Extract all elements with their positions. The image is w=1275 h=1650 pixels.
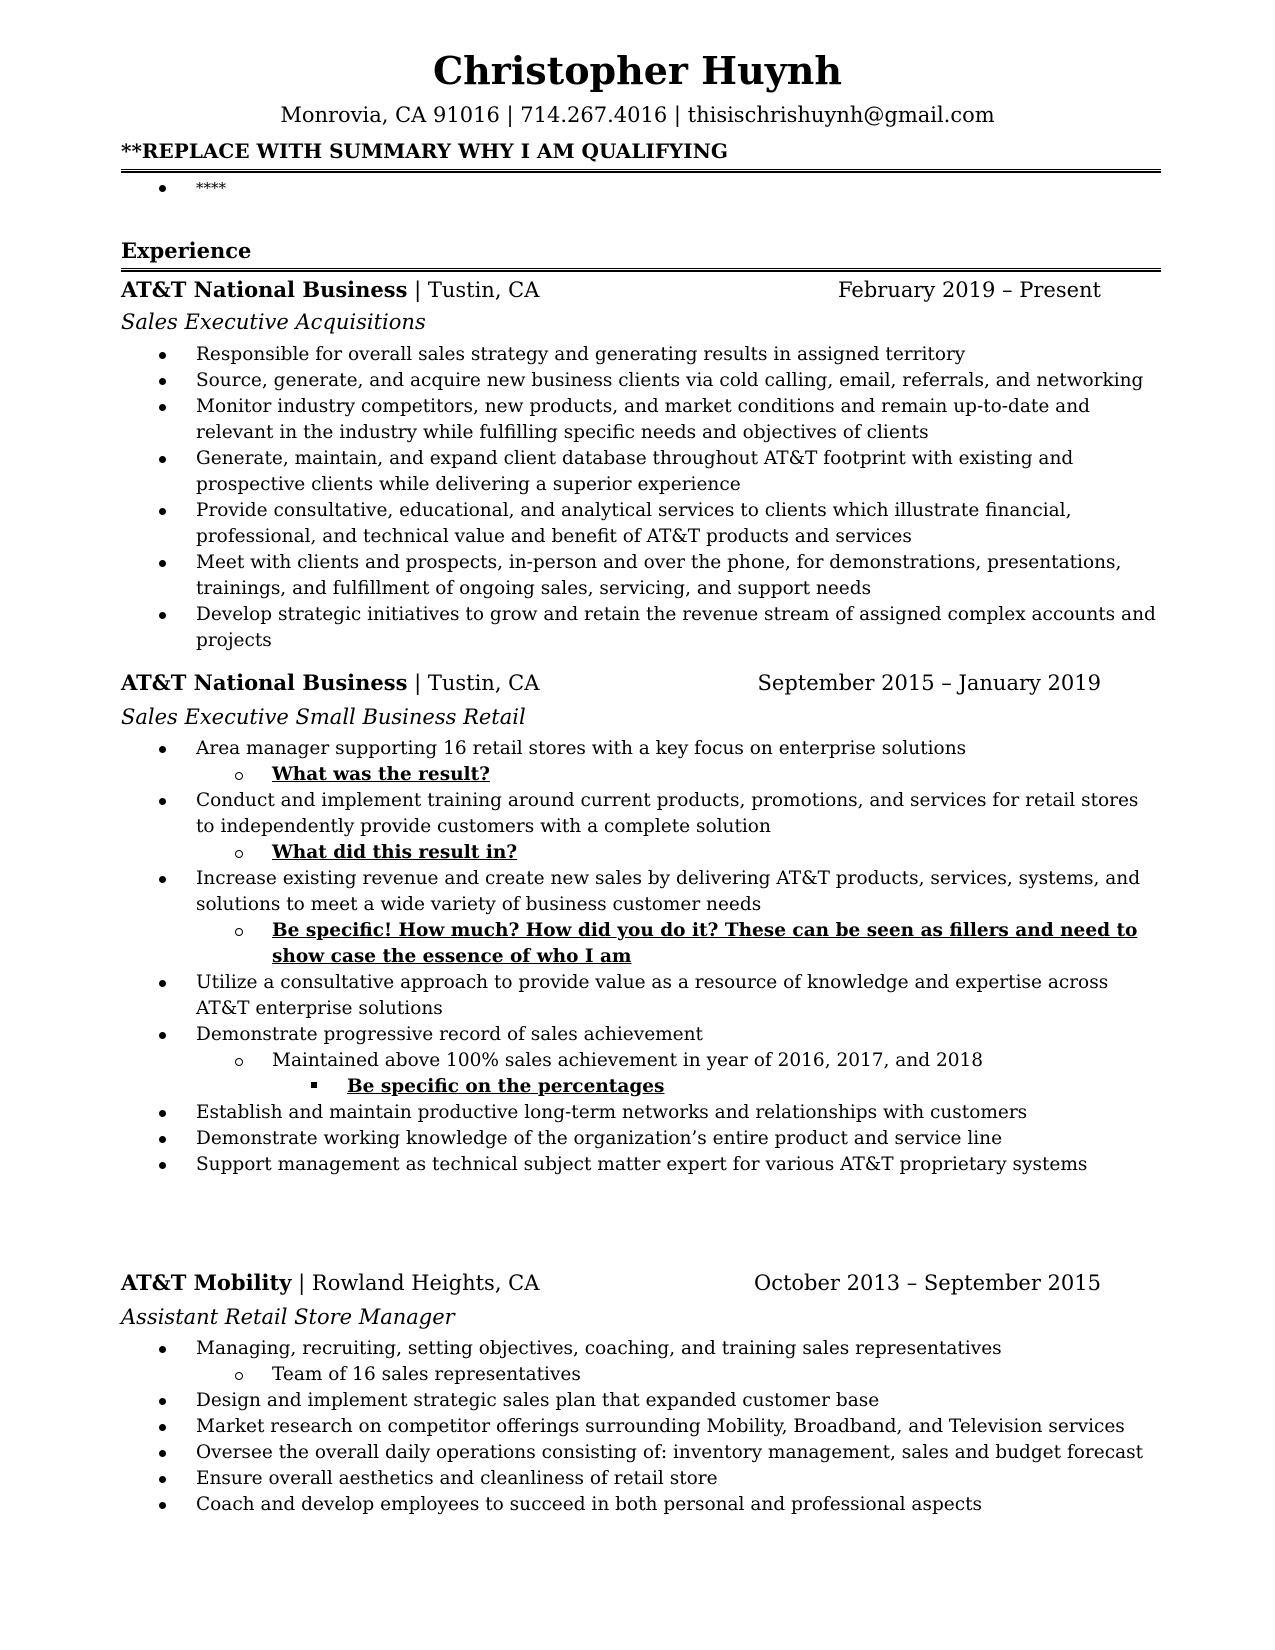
list-item: Provide consultative, educational, and analytical services to clients which illustrate financial, professional, and technical value and benefit of AT&T products and services — [0, 498, 1156, 550]
list-item — [0, 1074, 1156, 1100]
list-item: Utilize a consultative approach to provide value as a resource of knowledge and expertise across AT&T enterprise solutions — [0, 970, 1156, 1022]
list-item: Demonstrate working knowledge of the organization’s entire product and service line — [0, 1126, 1156, 1152]
list-item: Conduct and implement training around current products, promotions, and services for retail stores to independently provide customers with a complete solution — [0, 788, 1156, 840]
list-item: Meet with clients and prospects, in-person and over the phone, for demonstrations, presentations, trainings, and fulfillment of ongoing sales, servicing, and support needs — [0, 550, 1156, 602]
job-bullets — [0, 736, 1156, 1178]
list-item: Oversee the overall daily operations consisting of: inventory management, sales and budget forecast — [0, 1440, 1156, 1466]
list-item: Develop strategic initiatives to grow and retain the revenue stream of assigned complex accounts and projects — [0, 602, 1156, 654]
list-item: Monitor industry competitors, new products, and market conditions and remain up-to-date and relevant in the industry while fulfilling specific needs and objectives of clients — [0, 394, 1156, 446]
list-item: Managing, recruiting, setting objectives, coaching, and training sales representatives — [0, 1336, 1156, 1362]
reminder-note: What was the result? — [272, 764, 490, 785]
job-location: | Tustin, CA — [407, 671, 540, 695]
list-item — [0, 762, 1156, 788]
list-item: Source, generate, and acquire new business clients via cold calling, email, referrals, and networking — [0, 368, 1156, 394]
job-bullets — [0, 1336, 1156, 1518]
candidate-name: Christopher Huynh — [432, 48, 843, 93]
summary-divider — [121, 169, 1161, 173]
job-title: Sales Executive Acquisitions — [121, 310, 426, 334]
list-item: Area manager supporting 16 retail stores with a key focus on enterprise solutions — [0, 736, 1156, 762]
list-item: Generate, maintain, and expand client database throughout AT&T footprint with existing and prospective clients while delivering a superior experience — [0, 446, 1156, 498]
job-title: Sales Executive Small Business Retail — [121, 705, 526, 729]
list-item: Maintained above 100% sales achievement in year of 2016, 2017, and 2018 — [0, 1048, 1156, 1074]
list-item: Support management as technical subject matter expert for various AT&T proprietary systems — [0, 1152, 1156, 1178]
job-dates: October 2013 – September 2015 — [753, 1271, 1101, 1295]
job-header — [121, 667, 1101, 699]
summary-bullet: **** — [0, 175, 1156, 201]
job-dates: February 2019 – Present — [837, 278, 1101, 302]
reminder-note: Be specific on the percentages — [347, 1076, 665, 1097]
job-dates: September 2015 – January 2019 — [757, 671, 1101, 695]
job-title: Assistant Retail Store Manager — [121, 1305, 455, 1329]
list-item: Design and implement strategic sales plan that expanded customer base — [0, 1388, 1156, 1414]
contact-line: Monrovia, CA 91016 | 714.267.4016 | thisischrishuynh@gmail.com — [280, 103, 995, 127]
experience-heading: Experience — [121, 238, 252, 263]
list-item: Market research on competitor offerings surrounding Mobility, Broadband, and Television services — [0, 1414, 1156, 1440]
reminder-note: Be specific! How much? How did you do it? These can be seen as fillers and need to show case the essence of who I am — [272, 920, 1138, 967]
job-header — [121, 1267, 1101, 1299]
list-item: Team of 16 sales representatives — [0, 1362, 1156, 1388]
job-location: | Rowland Heights, CA — [291, 1271, 540, 1295]
reminder-note: What did this result in? — [272, 842, 518, 863]
job-bullets — [0, 342, 1156, 654]
summary-heading: **REPLACE WITH SUMMARY WHY I AM QUALIFYING — [121, 139, 728, 163]
list-item: Increase existing revenue and create new sales by delivering AT&T products, services, systems, and solutions to meet a wide variety of business customer needs — [0, 866, 1156, 918]
job-company: AT&T Mobility — [121, 1270, 292, 1295]
list-item: Coach and develop employees to succeed in both personal and professional aspects — [0, 1492, 1156, 1518]
job-company: AT&T National Business — [121, 277, 408, 302]
list-item: Establish and maintain productive long-term networks and relationships with customers — [0, 1100, 1156, 1126]
list-item: Ensure overall aesthetics and cleanliness of retail store — [0, 1466, 1156, 1492]
experience-divider — [121, 268, 1161, 272]
job-header — [121, 274, 1101, 306]
list-item — [0, 918, 1156, 970]
list-item — [0, 840, 1156, 866]
list-item: Demonstrate progressive record of sales achievement — [0, 1022, 1156, 1048]
list-item: Responsible for overall sales strategy and generating results in assigned territory — [0, 342, 1156, 368]
job-location: | Tustin, CA — [407, 278, 540, 302]
summary-list — [0, 175, 1156, 201]
job-company: AT&T National Business — [121, 670, 408, 695]
